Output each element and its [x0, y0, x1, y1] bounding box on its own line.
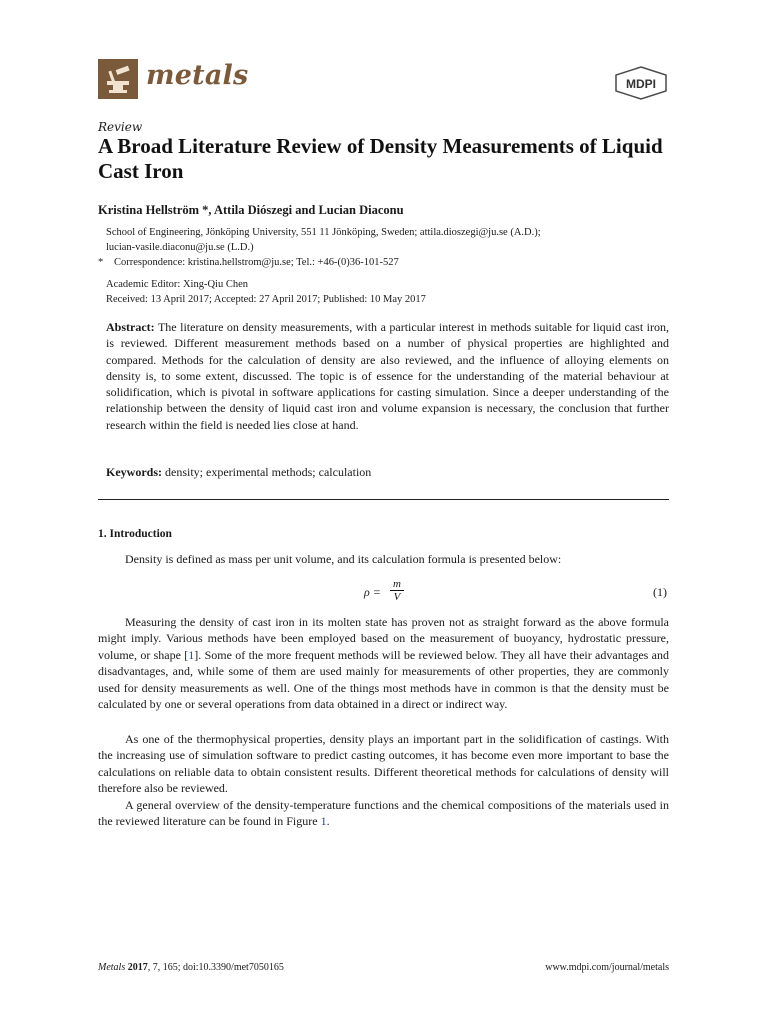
publication-dates: Received: 13 April 2017; Accepted: 27 April 2017; Published: 10 May 2017: [106, 294, 426, 305]
footer-journal: Metals: [98, 962, 126, 973]
affiliation-block: [98, 225, 678, 270]
equation-number: (1): [653, 585, 667, 599]
keywords-text: density; experimental methods; calculation: [165, 465, 372, 479]
author-list: Kristina Hellström *, Attila Diószegi and Lucian Diaconu: [98, 203, 404, 217]
mdpi-logo-icon: [613, 66, 669, 100]
footer-year: 2017: [127, 962, 148, 973]
keywords-label: Keywords:: [106, 465, 162, 479]
paragraph-thermophysical: As one of the thermophysical properties, density plays an important part in the solidification of castings. With the increasing use of simulation software to predict casting outcomes, it has become even more important to base the calculations on reliable data to obtain consistent results. Different theoretical methods for calculations of density will therefore also be reviewed.: [98, 732, 669, 796]
article-type: Review: [98, 120, 143, 134]
editorial-info: [106, 277, 426, 307]
section-divider: [98, 499, 669, 500]
figure-link[interactable]: 1: [320, 814, 327, 829]
abstract: [106, 319, 669, 433]
paragraph-measuring-part1: Measuring the density of cast iron in its molten state has proven not as straight forward as the above formula might imply. Various methods have been employed based on the measurement of buoyancy, hydrostatic pressure, volume, or shape [: [98, 615, 669, 662]
paragraph-overview-part2: .: [326, 814, 330, 829]
paragraph-definition: Density is defined as mass per unit volume, and its calculation formula is presented below:: [125, 552, 562, 566]
paragraph-overview: [98, 797, 669, 830]
citation-link[interactable]: 1: [188, 647, 195, 662]
correspondence-text: Correspondence: kristina.hellstrom@ju.se; Tel.: +46-(0)36-101-527: [114, 257, 399, 268]
footer-doi: , 7, 165; doi:10.3390/met7050165: [147, 962, 284, 973]
equation-fraction: [390, 578, 404, 603]
paragraph-measuring: [98, 614, 669, 712]
correspondence-mark: *: [98, 257, 104, 268]
paragraph-overview-part1: A general overview of the density-temperature functions and the chemical compositions of the materials used in the reviewed literature can be found in Figure: [98, 798, 669, 829]
footer-citation: [98, 962, 284, 973]
section-heading: 1. Introduction: [98, 528, 172, 540]
abstract-text: The literature on density measurements, with a particular interest in methods suitable for liquid cast iron, is reviewed. Different measurement methods based on a number of physical properties are highlighted and compared. Methods for the calculation of density are also reviewed, and the influence of alloying elements on density is, to some extent, discussed. The topic is of essence for the understanding of the material behaviour at solidification, which is pivotal in software applications for casting simulation. Since a deeper understanding of the relationship between the density of liquid cast iron and volume expansion is necessary, the conclusion that further research within the field is needed lies close at hand.: [106, 320, 669, 432]
correspondence-row: [98, 255, 678, 270]
affiliation-line: School of Engineering, Jönköping University, 551 11 Jönköping, Sweden; attila.dioszegi@ju.se (A.D.);: [106, 227, 541, 238]
mdpi-logo-text: MDPI: [626, 77, 656, 91]
affiliation-email-line: lucian-vasile.diaconu@ju.se (L.D.): [106, 242, 254, 253]
keywords: [106, 465, 371, 480]
academic-editor: Academic Editor: Xing-Qiu Chen: [106, 279, 249, 290]
footer-url[interactable]: www.mdpi.com/journal/metals: [545, 962, 669, 973]
paragraph-measuring-part2: ]. Some of the more frequent methods will be reviewed below. They all have their advantages and disadvantages, and, while some of them are used mainly for measurements of other properties, they are commonly used for density measurements as well. One of the things most methods have in common is that the density must be calculated by one or several operations from data obtained in a direct or indirect way.: [98, 647, 670, 712]
equation-denominator: V: [393, 591, 401, 603]
equation-numerator: m: [390, 578, 404, 591]
journal-logo-icon: [98, 59, 138, 99]
article-title: A Broad Literature Review of Density Measurements of Liquid Cast Iron: [98, 134, 663, 183]
journal-name: metals: [146, 60, 249, 91]
equation-lhs: ρ =: [364, 585, 381, 599]
abstract-label: Abstract:: [106, 320, 155, 334]
